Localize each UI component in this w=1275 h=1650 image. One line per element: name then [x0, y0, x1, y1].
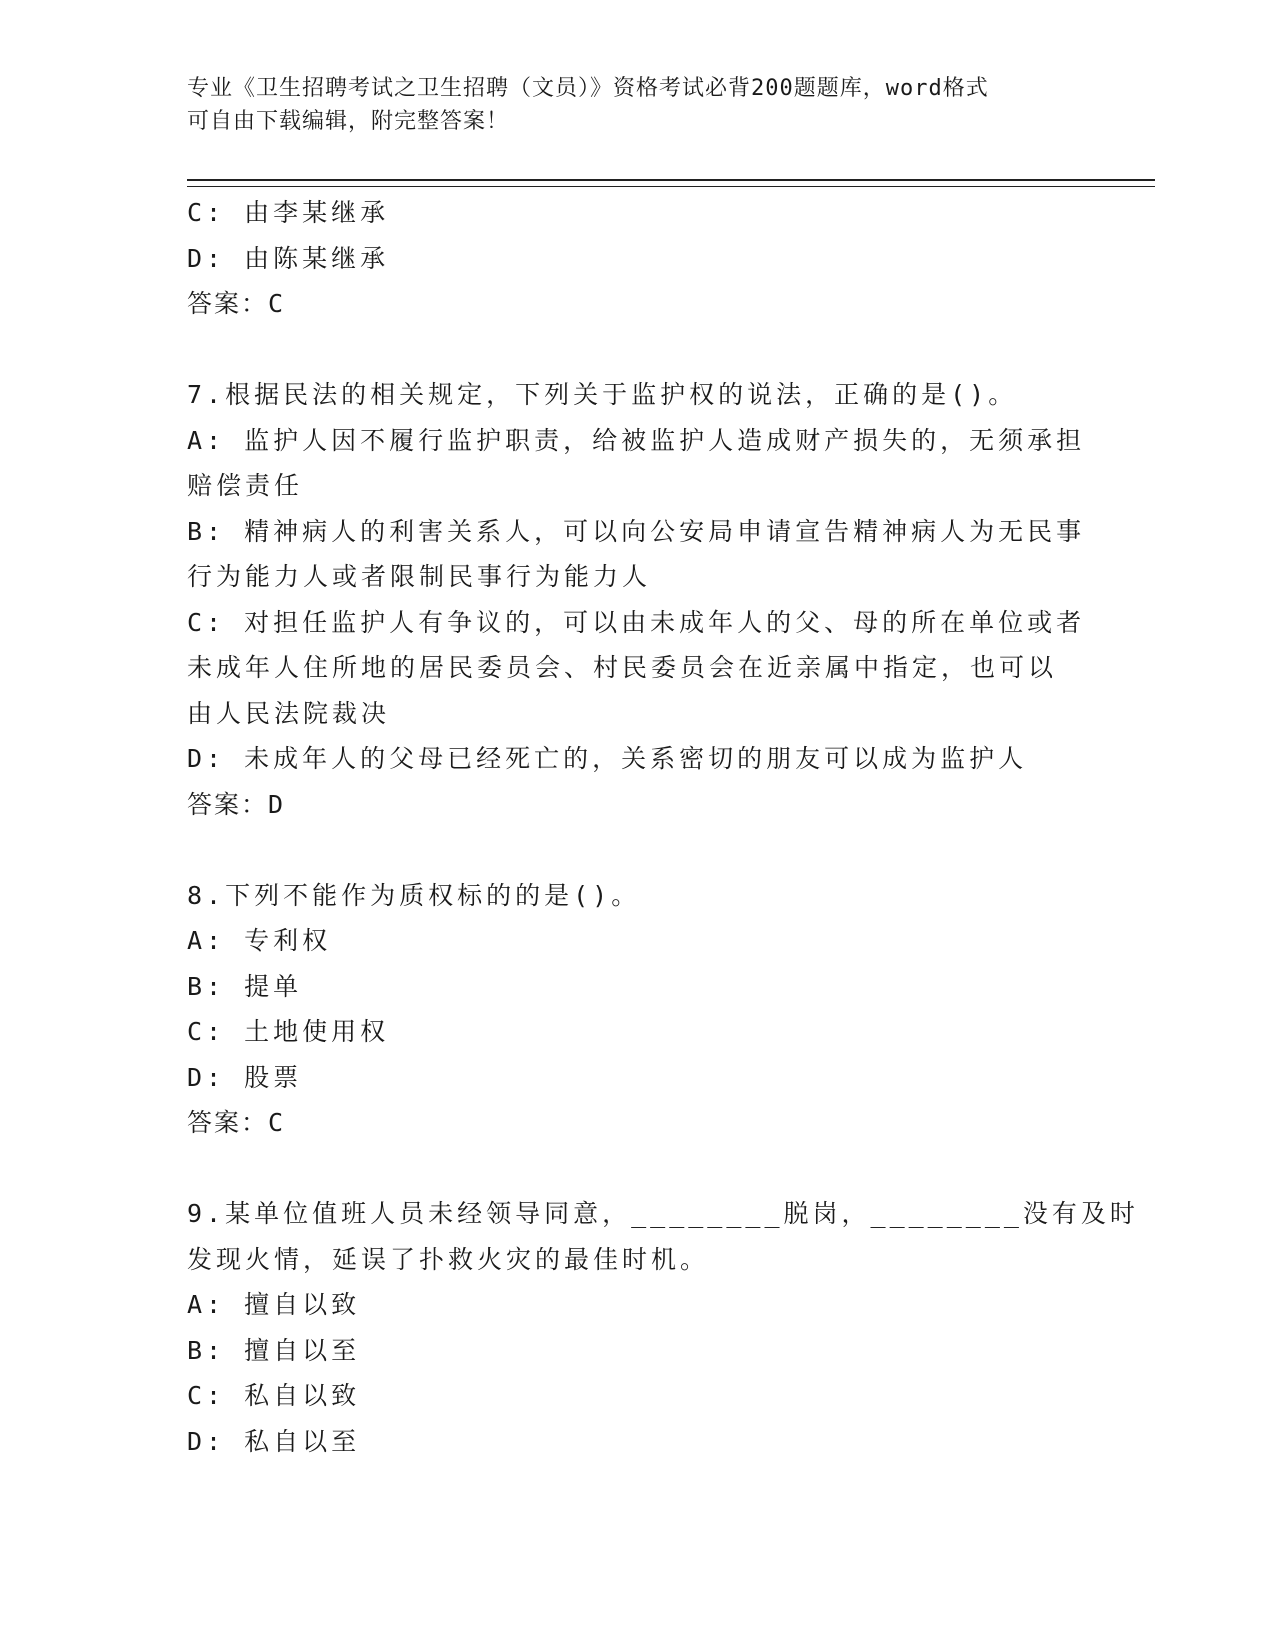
option-c: C: 私自以致	[187, 1381, 361, 1410]
question-7	[187, 372, 1087, 827]
question-stem-continued: 发现火情，延误了扑救火灾的最佳时机。	[187, 1244, 710, 1274]
question-stem: 8.下列不能作为质权标的的是()。	[187, 880, 641, 910]
option-c: C: 土地使用权	[187, 1017, 390, 1046]
header-title-line-2: 可自由下载编辑，附完整答案！	[187, 109, 510, 134]
option-a: A: 监护人因不履行监护职责，给被监护人造成财产损失的，无须承担	[187, 425, 1086, 455]
question-6-tail	[187, 190, 1087, 327]
question-9	[187, 1191, 1139, 1464]
question-gap	[187, 327, 1087, 373]
option-b: B: 提单	[187, 971, 303, 1001]
option-a: A: 专利权	[187, 926, 332, 955]
question-8	[187, 873, 1087, 1146]
question-content	[187, 190, 1139, 1464]
header-divider	[187, 179, 1155, 187]
page-header	[187, 72, 1087, 138]
answer-label: 答案：C	[187, 289, 286, 318]
option-b: B: 擅自以至	[187, 1335, 361, 1365]
question-gap	[187, 1146, 1087, 1192]
header-title-line-1: 专业《卫生招聘考试之卫生招聘（文员）》资格考试必背200题题库，word格式	[187, 76, 989, 101]
option-a-continued: 赔偿责任	[187, 471, 304, 500]
option-b: B: 精神病人的利害关系人，可以向公安局申请宣告精神病人为无民事	[187, 516, 1086, 546]
option-d: D: 由陈某继承	[187, 243, 390, 273]
option-c: C: 对担任监护人有争议的，可以由未成年人的父、母的所在单位或者	[187, 607, 1086, 637]
answer-label: 答案：D	[187, 789, 286, 819]
option-a: A: 擅自以致	[187, 1290, 361, 1319]
question-gap	[187, 827, 1087, 873]
option-d: D: 私自以至	[187, 1426, 361, 1456]
question-stem: 7.根据民法的相关规定，下列关于监护权的说法，正确的是()。	[187, 380, 1018, 409]
option-c: C: 由李某继承	[187, 198, 390, 227]
option-b-continued: 行为能力人或者限制民事行为能力人	[187, 562, 652, 591]
option-c-continued: 未成年人住所地的居民委员会、村民委员会在近亲属中指定，也可以	[187, 653, 1058, 682]
answer-label: 答案：C	[187, 1108, 286, 1137]
option-c-continued: 由人民法院裁决	[187, 698, 391, 728]
question-stem: 9.某单位值班人员未经领导同意，________脱岗，________没有及时	[187, 1199, 1139, 1228]
option-d: D: 股票	[187, 1062, 303, 1092]
option-d: D: 未成年人的父母已经死亡的，关系密切的朋友可以成为监护人	[187, 744, 1028, 773]
